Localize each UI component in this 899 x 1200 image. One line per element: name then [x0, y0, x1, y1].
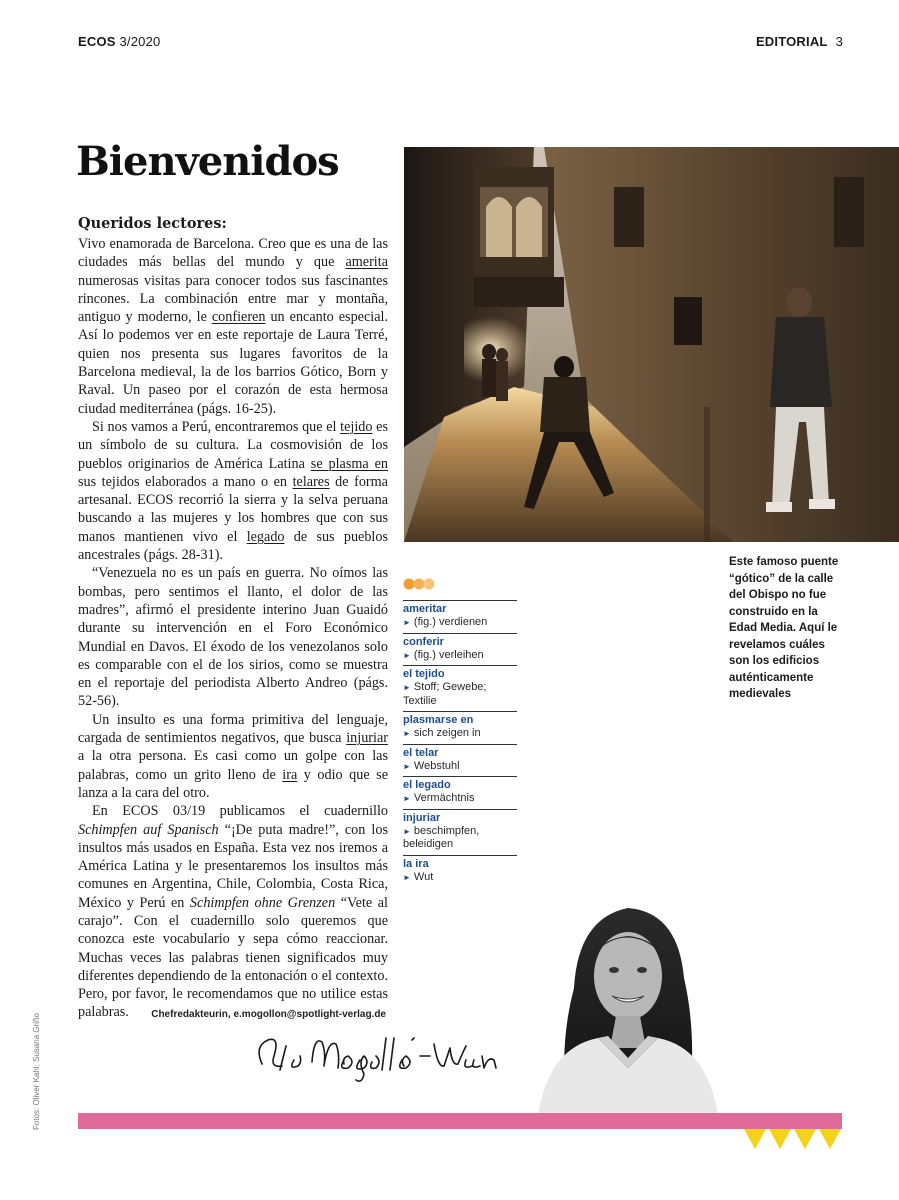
text: de forma artesanal. ECOS recorrió la sierra y la selva peruana buscando a las mujeres y los hombres que con sus manos mantienen vivo el	[78, 473, 388, 545]
glossary-term: conferir	[403, 635, 444, 648]
definition-text: Stoff; Gewebe; Textilie	[403, 681, 487, 707]
text: “Vete al carajo”. Con el cuadernillo solo queremos que conozca este vocabulario y sepa cómo reaccionar. Muchas veces las palabras tienen significados muy diferentes dependiendo de la entonación o el contexto. Pero, por favor, le recomendamos que no utilice estas palabras.	[78, 894, 388, 1021]
definition-text: Webstuhl	[413, 759, 460, 772]
magazine-name: ECOS	[78, 34, 116, 49]
paragraph-5	[78, 802, 388, 1022]
glossary-definition	[403, 792, 517, 806]
definition-text: (fig.) verdienen	[413, 616, 488, 628]
glossary-definition	[403, 727, 517, 741]
glossary-item	[403, 711, 517, 744]
paragraph-1	[78, 235, 388, 418]
glossary-item	[403, 855, 517, 888]
text: Vivo enamorada de Barcelona. Creo que es una de las ciudades más bellas del mundo y que	[78, 236, 388, 271]
paragraph-4	[78, 711, 388, 802]
editorial-article	[78, 214, 388, 1022]
glossary-term: la ira	[403, 857, 429, 870]
glossary-item	[403, 809, 517, 855]
glossary-word: tejido	[340, 418, 373, 435]
decorative-band	[78, 1113, 842, 1129]
text: En ECOS 03/19 publicamos el cuadernillo	[92, 803, 388, 820]
glossary-definition	[403, 681, 517, 708]
glossary-term: ameritar	[403, 603, 447, 615]
text: Si nos vamos a Perú, encontraremos que el	[92, 418, 341, 435]
text: a la otra persona. Es casi como un golpe con las palabras, como un grito lleno de	[78, 748, 388, 783]
glossary-word: injuriar	[346, 730, 388, 747]
glossary-word: legado	[246, 528, 285, 545]
text: un encanto especial. Así lo podemos ver en este reportaje de Laura Terré, quien nos presenta sus lugares favoritos de la Barcelona medieval, la de los barrios Gótico, Born y Raval. Un paseo por el corazón de esta hermosa ciudad mediterránea (págs. 16-25).	[78, 309, 388, 417]
glossary-definition	[403, 871, 517, 885]
definition-text: beschimpfen, beleidigen	[403, 824, 480, 850]
arrow-icon: ►	[403, 729, 411, 738]
photo-caption: Este famoso puente “gótico” de la calle del Obispo no fue construido en la Edad Media. Aquí le revelamos cuáles son los edificios auténticamente medievales	[729, 556, 839, 700]
glossary-word: ira	[282, 766, 298, 783]
text: numerosas visitas para conocer todos sus fascinantes rincones. La combinación entre mar y montaña, antiguo y moderno, le	[78, 272, 388, 326]
arrow-icon: ►	[403, 683, 411, 692]
glossary-word: confieren	[211, 309, 266, 326]
definition-text: Wut	[413, 870, 434, 883]
header-section	[756, 34, 843, 49]
arrow-icon: ►	[403, 650, 411, 660]
handwritten-signature	[252, 1026, 507, 1086]
chevron-arrows-icon	[744, 1129, 842, 1151]
header-issue	[78, 34, 160, 49]
glossary-item	[403, 744, 517, 777]
arrow-icon: ►	[403, 761, 411, 771]
text: y odio que se lanza a la cara del otro.	[78, 766, 389, 801]
definition-text: Vermächtnis	[413, 792, 475, 804]
glossary-item	[403, 665, 517, 711]
booklet-title: Schimpfen auf Spanisch	[78, 821, 219, 838]
glossary-term: plasmarse en	[403, 714, 474, 726]
section-name: EDITORIAL	[755, 34, 828, 49]
glossary-term: el tejido	[403, 668, 445, 680]
glossary	[403, 600, 517, 887]
glossary-dots-icon	[403, 578, 439, 590]
glossary-word: telares	[292, 473, 330, 490]
paragraph-3: “Venezuela no es un país en guerra. No oímos las bombas, pero sentimos el llanto, el dolor de las madres”, afirmó el presidente interino Juan Guaidó durante su intervención en el Foro Económico Mundial en Davos. El éxodo de los venezolanos solo es comparable con el de los sirios, como se muestra en el reportaje del periodista Alberto Andreo (págs. 52-56).	[78, 565, 388, 710]
glossary-term: el legado	[403, 779, 451, 791]
text: de sus pueblos ancestrales (págs. 28-31).	[78, 528, 388, 564]
glossary-item	[403, 776, 517, 809]
arrow-icon: ►	[403, 794, 411, 803]
page-title: Bienvenidos	[76, 138, 339, 185]
glossary-word: amerita	[345, 254, 388, 271]
page-number: 3	[835, 34, 843, 49]
editor-portrait	[528, 898, 724, 1116]
paragraph-2	[78, 418, 388, 564]
glossary-term: injuriar	[403, 811, 441, 824]
glossary-term: el telar	[403, 746, 439, 759]
text: Un insulto es una forma primitiva del lenguaje, cargada de sentimientos negativos, que busca	[78, 711, 388, 747]
arrow-icon: ►	[403, 872, 411, 882]
glossary-definition	[403, 616, 517, 630]
barcelona-street-photo	[404, 147, 899, 542]
glossary-word: se plasma en	[310, 455, 388, 472]
glossary-item	[403, 600, 517, 633]
text: es un símbolo de su cultura. La cosmovisión de los pueblos originarios de América Latina	[78, 418, 388, 472]
glossary-definition	[403, 649, 517, 663]
definition-text: sich zeigen in	[413, 727, 481, 739]
text: “¡De puta madre!”, con los insultos más usados en España. Esta vez nos iremos a América Latina y le presentaremos los insultos más comunes en Argentina, Chile, Colombia, Costa Rica, México y Perú en	[78, 821, 388, 911]
issue-number: 3/2020	[119, 34, 161, 49]
text: sus tejidos elaborados a mano o en	[78, 473, 293, 490]
editor-email: Chefredakteurin, e.mogollon@spotlight-verlag.de	[151, 1009, 386, 1020]
arrow-icon: ►	[403, 618, 411, 627]
greeting: Queridos lectores:	[78, 215, 227, 232]
glossary-definition	[403, 825, 517, 852]
glossary-definition	[403, 760, 517, 774]
photo-credit: Fotos: Oliver Kahl; Susana Griño	[32, 1013, 41, 1130]
arrow-icon: ►	[403, 826, 411, 836]
booklet-title: Schimpfen ohne Grenzen	[189, 894, 336, 911]
glossary-item	[403, 633, 517, 666]
definition-text: (fig.) verleihen	[413, 648, 484, 661]
